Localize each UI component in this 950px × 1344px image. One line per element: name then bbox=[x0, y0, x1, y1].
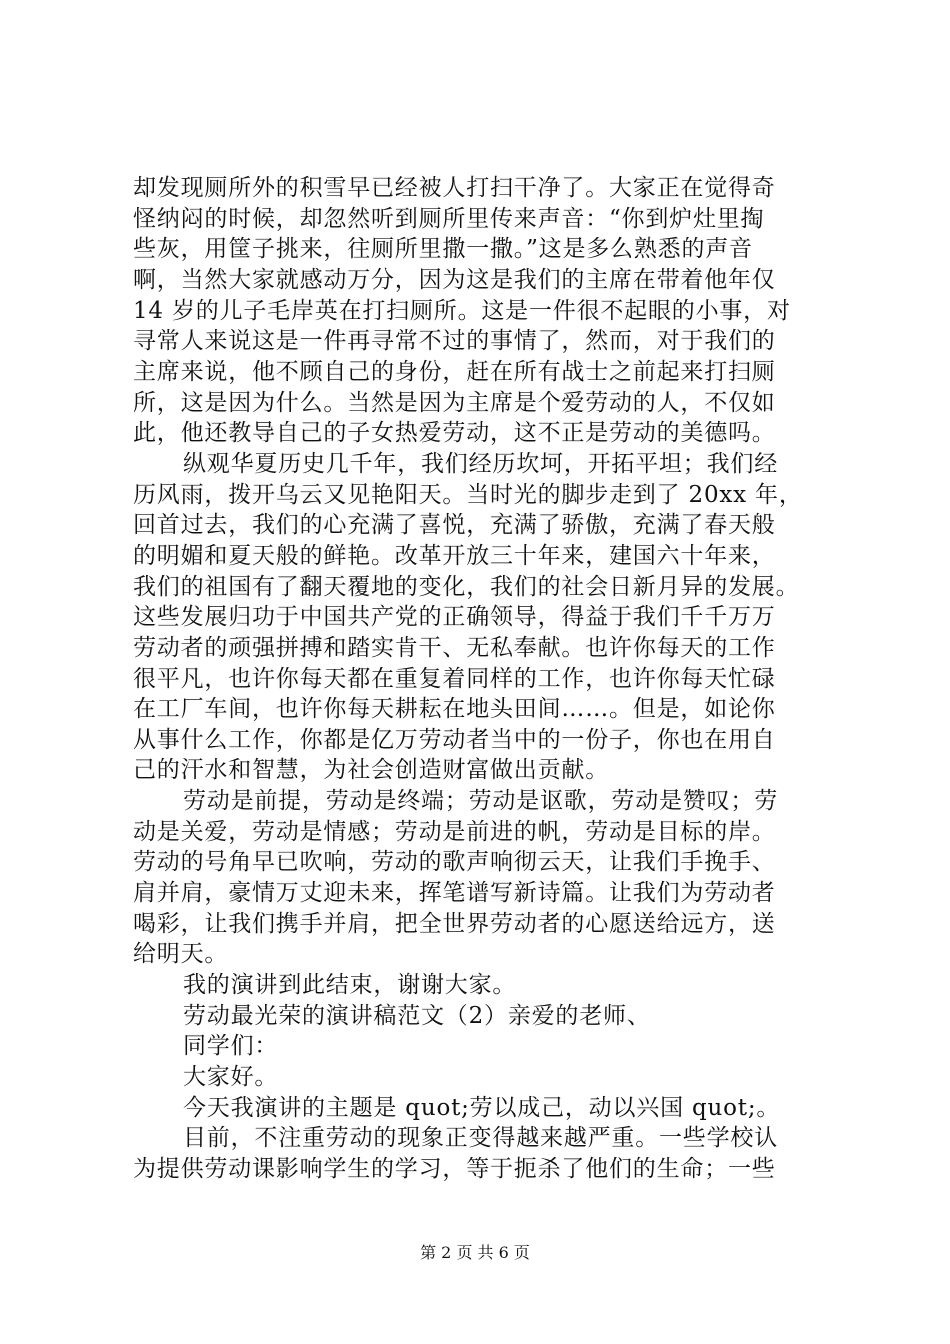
paragraph-start-line: 同学们： bbox=[183, 1033, 279, 1059]
paragraph-start-line: 劳动是前提，劳动是终端；劳动是讴歌，劳动是赞叹；劳 bbox=[183, 788, 778, 814]
body-line: 这些发展归功于中国共产党的正确领导，得益于我们千千万万 bbox=[133, 604, 776, 630]
paragraph-start-line: 纵观华夏历史几千年，我们经历坎坷，开拓平坦；我们经 bbox=[183, 451, 778, 477]
body-line: 劳动的号角早已吹响，劳动的歌声响彻云天，让我们手挽手、 bbox=[133, 849, 776, 875]
body-line: 主席来说，他不顾自己的身份，赶在所有战士之前起来打扫厕 bbox=[133, 359, 776, 385]
body-line: 肩并肩，豪情万丈迎未来，挥笔谱写新诗篇。让我们为劳动者 bbox=[133, 880, 776, 906]
page-number-footer: 第 2 页 共 6 页 bbox=[420, 1243, 530, 1262]
body-line: 14 岁的儿子毛岸英在打扫厕所。这是一件很不起眼的小事，对 bbox=[133, 298, 791, 324]
body-line: 在工厂车间，也许你每天耕耘在地头田间……。但是，如论你 bbox=[133, 696, 776, 722]
body-line: 历风雨，拨开乌云又见艳阳天。当时光的脚步走到了 20xx 年， bbox=[133, 482, 803, 508]
body-line: 从事什么工作，你都是亿万劳动者当中的一份子，你也在用自 bbox=[133, 727, 776, 753]
body-line: 很平凡，也许你每天都在重复着同样的工作，也许你每天忙碌 bbox=[133, 666, 776, 692]
body-line: 动是关爱，劳动是情感；劳动是前进的帆，劳动是目标的岸。 bbox=[133, 819, 776, 845]
body-line: 怪纳闷的时候，却忽然听到厕所里传来声音：“你到炉灶里掏 bbox=[133, 206, 765, 232]
paragraph-start-line: 劳动最光荣的演讲稿范文（2）亲爱的老师、 bbox=[183, 1003, 651, 1029]
body-line: 寻常人来说这是一件再寻常不过的事情了，然而，对于我们的 bbox=[133, 328, 776, 354]
body-line: 此，他还教导自己的子女热爱劳动，这不正是劳动的美德吗。 bbox=[133, 420, 776, 446]
body-line: 己的汗水和智慧，为社会创造财富做出贡献。 bbox=[133, 757, 609, 783]
body-line: 些灰，用筐子挑来，往厕所里撒一撒。”这是多么熟悉的声音 bbox=[133, 236, 753, 262]
body-line: 劳动者的顽强拼搏和踏实肯干、无私奉献。也许你每天的工作 bbox=[133, 635, 776, 661]
body-line: 的明媚和夏天般的鲜艳。改革开放三十年来，建国六十年来， bbox=[133, 543, 776, 569]
body-line: 所，这是因为什么。当然是因为主席是个爱劳动的人，不仅如 bbox=[133, 390, 776, 416]
body-line: 给明天。 bbox=[133, 941, 229, 967]
paragraph-start-line: 我的演讲到此结束，谢谢大家。 bbox=[183, 972, 517, 998]
paragraph-start-line: 大家好。 bbox=[183, 1064, 279, 1090]
body-line: 我们的祖国有了翻天覆地的变化，我们的社会日新月异的发展。 bbox=[133, 574, 800, 600]
body-line: 啊，当然大家就感动万分，因为这是我们的主席在带着他年仅 bbox=[133, 267, 776, 293]
body-line: 为提供劳动课影响学生的学习，等于扼杀了他们的生命；一些 bbox=[133, 1156, 776, 1182]
paragraph-start-line: 今天我演讲的主题是 quot;劳以成己，动以兴国 quot;。 bbox=[183, 1095, 781, 1121]
body-line: 却发现厕所外的积雪早已经被人打扫干净了。大家正在觉得奇 bbox=[133, 175, 776, 201]
body-line: 回首过去，我们的心充满了喜悦，充满了骄傲，充满了春天般 bbox=[133, 512, 776, 538]
paragraph-start-line: 目前，不注重劳动的现象正变得越来越严重。一些学校认 bbox=[183, 1125, 778, 1151]
body-line: 喝彩，让我们携手并肩，把全世界劳动者的心愿送给远方，送 bbox=[133, 911, 776, 937]
